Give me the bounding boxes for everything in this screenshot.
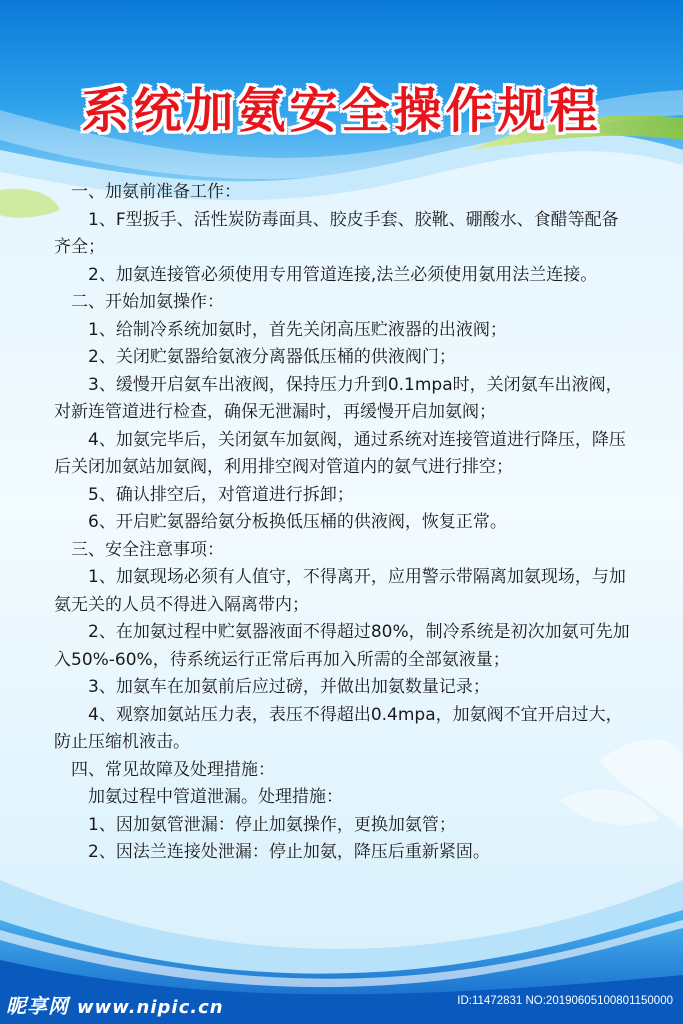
list-item: 1、F型扳手、活性炭防毒面具、胶皮手套、胶靴、硼酸水、食醋等配备齐全； (54, 209, 619, 257)
image-id-label: ID:11472831 NO:20190605100801150000 (457, 995, 673, 1007)
list-item: 2、因法兰连接处泄漏：停止加氨，降压后重新紧固。 (88, 842, 490, 862)
list-item: 1、给制冷系统加氨时，首先关闭高压贮液器的出液阀； (88, 319, 507, 340)
list-item: 5、确认排空后，对管道进行拆卸； (88, 484, 354, 505)
section-heading: 四、常见故障及处理措施： (71, 759, 275, 780)
list-item: 3、缓慢开启氨车出液阀，保持压力升到0.1mpa时，关闭氨车出液阀，对新连管道进行检查，确保无泄漏时，再缓慢开启加氨阀； (54, 374, 623, 422)
section-heading: 三、安全注意事项： (71, 539, 224, 560)
list-item: 2、加氨连接管必须使用专用管道连接,法兰必须使用氨用法兰连接。 (88, 264, 598, 285)
list-item: 4、加氨完毕后，关闭氨车加氨阀，通过系统对连接管道进行降压，降压后关闭加氨站加氨阀，利用排空阀对管道内的氨气进行排空； (54, 429, 626, 477)
list-item: 1、因加氨管泄漏：停止加氨操作，更换加氨管； (88, 814, 456, 835)
page-title: 系统加氨安全操作规程 (81, 83, 602, 139)
list-item: 2、关闭贮氨器给氨液分离器低压桶的供液阀门； (88, 347, 456, 367)
procedure-body (54, 179, 632, 867)
list-item: 3、加氨车在加氨前后应过磅，并做出加氨数量记录； (88, 677, 490, 697)
list-item: 4、观察加氨站压力表，表压不得超出0.4mpa，加氨阀不宜开启过大，防止压缩机液击。 (54, 704, 623, 752)
watermark-brand (6, 990, 224, 1019)
section-heading: 一、加氨前准备工作： (71, 182, 241, 202)
list-item: 1、加氨现场必须有人值守，不得离开，应用警示带隔离加氨现场，与加氨无关的人员不得进入隔离带内； (54, 567, 626, 615)
list-item: 2、在加氨过程中贮氨器液面不得超过80%，制冷系统是初次加氨可先加入50%-60%，待系统运行正常后再加入所需的全部氨液量； (54, 622, 630, 670)
list-item: 6、开启贮氨器给氨分板换低压桶的供液阀，恢复正常。 (88, 512, 507, 532)
brand-site: www.nipic.cn (76, 997, 224, 1018)
brand-name: 昵享网 (6, 994, 69, 1018)
section-heading: 二、开始加氨操作： (71, 292, 224, 312)
list-item: 加氨过程中管道泄漏。处理措施： (88, 787, 343, 807)
